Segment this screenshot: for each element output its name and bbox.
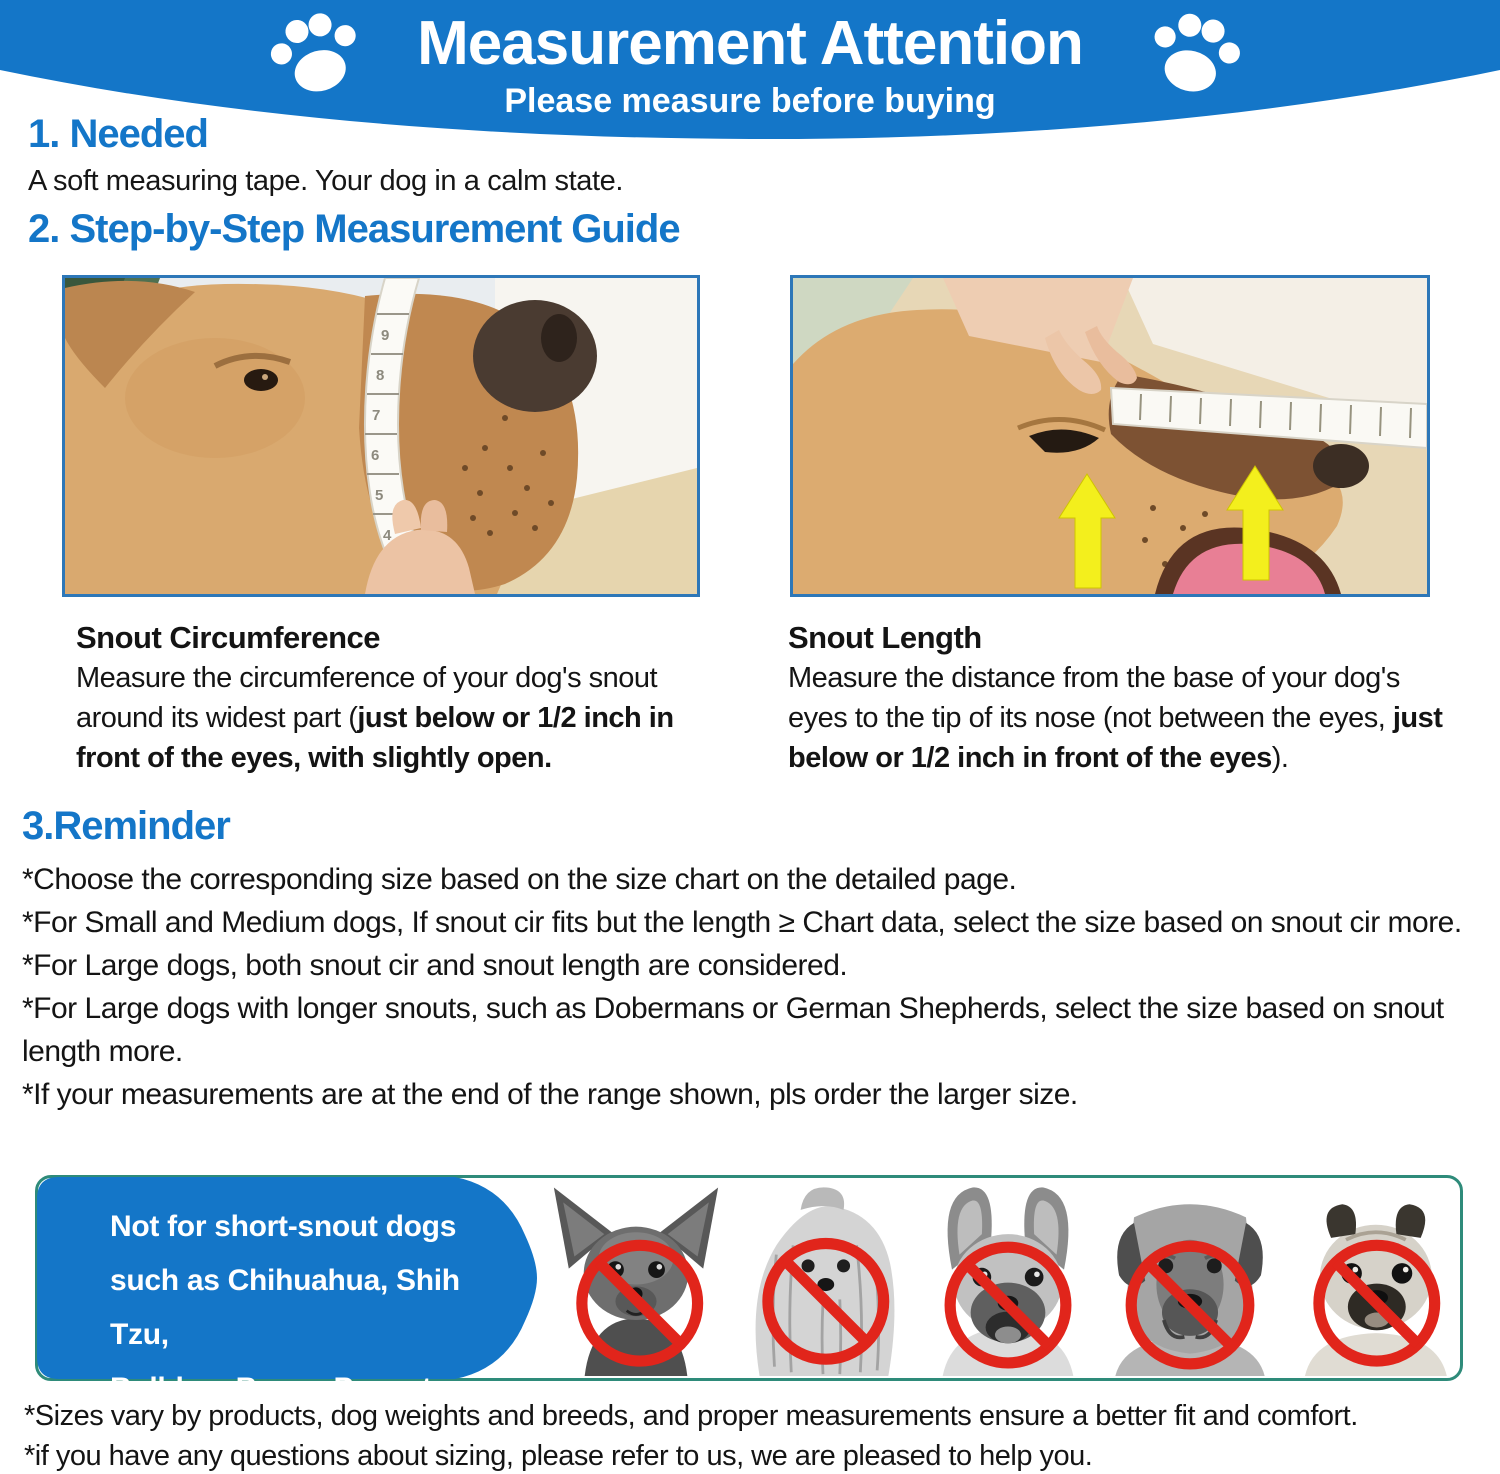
svg-text:5: 5	[375, 487, 384, 504]
svg-text:9: 9	[381, 327, 390, 344]
svg-text:7: 7	[372, 407, 381, 424]
reminder-item: *For Large dogs, both snout cir and snout length are considered.	[22, 949, 848, 982]
notice-box	[35, 1175, 1463, 1405]
dog-photo-chihuahua	[546, 1180, 726, 1376]
notice-line: Bulldog, Boxer, Pug, etc.	[110, 1372, 456, 1405]
footer-note: *if you have any questions about sizing, please refer to us, we are pleased to help you.	[24, 1440, 1093, 1472]
notice-line: such as Chihuahua, Shih Tzu,	[110, 1264, 460, 1351]
needed-body: A soft measuring tape. Your dog in a calm state.	[28, 165, 624, 197]
dog-photo-pug	[1284, 1180, 1464, 1376]
snout-length-photo	[790, 275, 1430, 597]
figure-caption-title: Snout Circumference	[76, 620, 381, 655]
reminder-list	[22, 858, 1474, 1116]
reminder-item: *For Small and Medium dogs, If snout cir fits but the length ≥ Chart data, select the size based on snout cir more.	[22, 906, 1462, 939]
page-title: Measurement Attention	[417, 9, 1083, 78]
reminder-item: *Choose the corresponding size based on the size chart on the detailed page.	[22, 863, 1017, 896]
dog-head	[65, 281, 597, 594]
figure-caption-text: Measure the distance from the base of your dog's eyes to the tip of its nose (not between the eyes, just below or 1/2 inch in front of the eyes).	[788, 662, 1443, 774]
footer-note: *Sizes vary by products, dog weights and breeds, and proper measurements ensure a better fit and comfort.	[24, 1400, 1358, 1432]
snout-circumference-photo	[62, 275, 700, 597]
dog-photo-french-bulldog	[918, 1180, 1098, 1376]
figure-caption-snout-circumference	[76, 618, 736, 778]
notice-text	[110, 1200, 510, 1416]
dog-photo-shih-tzu	[733, 1180, 913, 1376]
nose	[1313, 444, 1369, 488]
figure-caption-snout-length	[788, 618, 1448, 778]
svg-text:6: 6	[371, 447, 380, 464]
nose	[473, 300, 597, 412]
section-reminder-heading: 3.Reminder	[22, 804, 230, 848]
svg-text:4: 4	[383, 527, 392, 544]
dog-photo-mastiff	[1100, 1180, 1280, 1376]
reminder-item: *For Large dogs with longer snouts, such as Dobermans or German Shepherds, select the size based on snout length more.	[22, 992, 1444, 1068]
section-needed-heading: 1. Needed	[28, 112, 208, 156]
footer-notes	[24, 1396, 1484, 1474]
reminder-item: *If your measurements are at the end of the range shown, pls order the larger size.	[22, 1078, 1078, 1111]
notice-line: Not for short-snout dogs	[110, 1210, 457, 1243]
svg-text:8: 8	[376, 367, 385, 384]
figure-caption-title: Snout Length	[788, 620, 982, 655]
eye	[244, 369, 278, 391]
page-subtitle: Please measure before buying	[504, 82, 996, 120]
section-guide-heading: 2. Step-by-Step Measurement Guide	[28, 207, 680, 251]
figure-caption-text: Measure the circumference of your dog's snout around its widest part (just below or 1/2 inch in front of the eyes, with slightly open.	[76, 662, 674, 774]
